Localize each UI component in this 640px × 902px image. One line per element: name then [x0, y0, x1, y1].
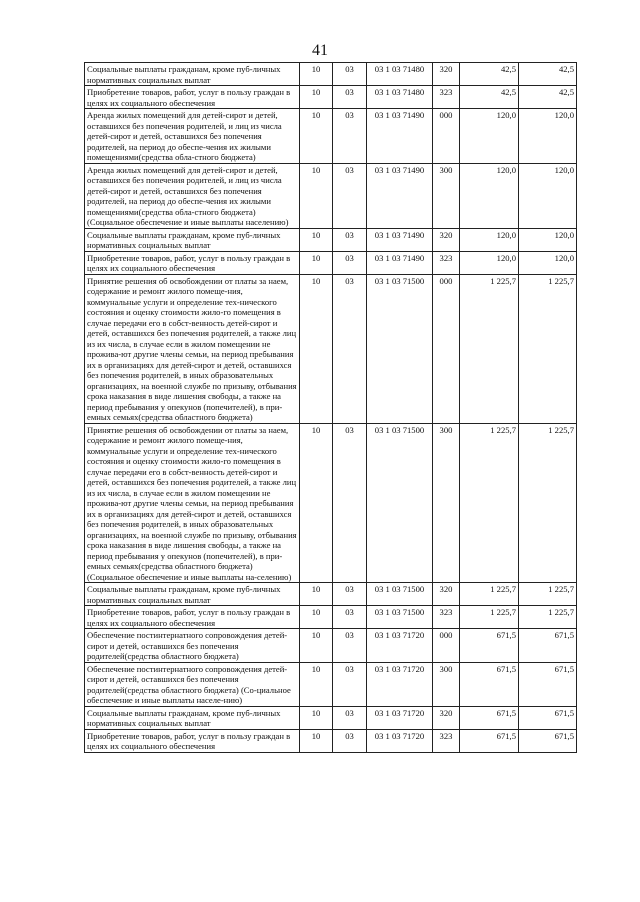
row-amount-2: 120,0 [519, 251, 577, 274]
row-amount-1: 671,5 [460, 729, 519, 752]
row-target-code: 03 1 03 71500 [367, 583, 433, 606]
table-row [85, 109, 577, 164]
row-subsection: 03 [333, 86, 367, 109]
budget-table-body [85, 63, 577, 753]
row-description: Социальные выплаты гражданам, кроме пуб-личных нормативных социальных выплат [85, 706, 300, 729]
row-section: 10 [300, 423, 333, 583]
row-expense-type: 323 [433, 251, 460, 274]
row-subsection: 03 [333, 583, 367, 606]
row-target-code: 03 1 03 71720 [367, 706, 433, 729]
row-section: 10 [300, 583, 333, 606]
row-subsection: 03 [333, 274, 367, 423]
row-amount-2: 671,5 [519, 629, 577, 663]
row-expense-type: 323 [433, 729, 460, 752]
row-subsection: 03 [333, 662, 367, 706]
row-amount-2: 42,5 [519, 86, 577, 109]
row-amount-2: 120,0 [519, 163, 577, 228]
table-row [85, 706, 577, 729]
row-description: Социальные выплаты гражданам, кроме пуб-личных нормативных социальных выплат [85, 63, 300, 86]
row-description: Социальные выплаты гражданам, кроме пуб-личных нормативных социальных выплат [85, 228, 300, 251]
row-amount-1: 671,5 [460, 629, 519, 663]
row-amount-2: 42,5 [519, 63, 577, 86]
row-amount-2: 1 225,7 [519, 423, 577, 583]
row-amount-1: 120,0 [460, 163, 519, 228]
row-target-code: 03 1 03 71720 [367, 662, 433, 706]
row-expense-type: 320 [433, 63, 460, 86]
row-description: Приобретение товаров, работ, услуг в пользу граждан в целях их социального обеспечения [85, 86, 300, 109]
row-amount-1: 120,0 [460, 109, 519, 164]
row-expense-type: 320 [433, 706, 460, 729]
row-section: 10 [300, 109, 333, 164]
row-description: Аренда жилых помещений для детей-сирот и детей, оставшихся без попечения родителей, и лиц из числа детей-сирот и детей, оставшихся без попечения родителей, на период до обеспе-чения их жилыми помещениями(средства обла-стного бюджета) (Социальное обеспечение и иные выплаты населению) [85, 163, 300, 228]
row-description: Приобретение товаров, работ, услуг в пользу граждан в целях их социального обеспечения [85, 606, 300, 629]
row-amount-1: 671,5 [460, 706, 519, 729]
row-amount-1: 42,5 [460, 86, 519, 109]
row-amount-1: 1 225,7 [460, 606, 519, 629]
row-expense-type: 000 [433, 274, 460, 423]
row-description: Аренда жилых помещений для детей-сирот и детей, оставшихся без попечения родителей, и лиц из числа детей-сирот и детей, оставшихся без попечения родителей, на период до обеспе-чения их жилыми помещениями(средства обла-стного бюджета) [85, 109, 300, 164]
table-row [85, 423, 577, 583]
row-amount-2: 1 225,7 [519, 606, 577, 629]
table-row [85, 251, 577, 274]
row-amount-2: 120,0 [519, 228, 577, 251]
row-expense-type: 323 [433, 606, 460, 629]
row-description: Принятие решения об освобождении от платы за наем, содержание и ремонт жилого помеще-ния, коммунальные услуги и определение тех-нического состояния и оценку стоимости жило-го помещения в случае передачи его в собст-венность детей-сирот и детей, оставшихся без попечения родителей, а также лиц из их числа, в случае если в жилом помещении не прожива-ют другие члены семьи, на период пребывания их в организациях для детей-сирот и детей, оставшихся без попечения родителей, в иных образовательных организациях, на военной службе по призыву, отбывания срока наказания в виде лишения свободы, а также на период пребывания у опекунов (попечителей), в при-емных семьях(средства областного бюджета) (Социальное обеспечение и иные выплаты на-селению) [85, 423, 300, 583]
row-description: Приобретение товаров, работ, услуг в пользу граждан в целях их социального обеспечения [85, 251, 300, 274]
row-amount-2: 671,5 [519, 706, 577, 729]
table-row [85, 86, 577, 109]
row-expense-type: 300 [433, 662, 460, 706]
row-target-code: 03 1 03 71490 [367, 163, 433, 228]
table-row [85, 228, 577, 251]
row-description: Обеспечение постинтернатного сопровождения детей-сирот и детей, оставшихся без попечения родителей(средства областного бюджета) [85, 629, 300, 663]
page-number: 41 [312, 42, 328, 59]
row-subsection: 03 [333, 163, 367, 228]
row-section: 10 [300, 706, 333, 729]
row-subsection: 03 [333, 606, 367, 629]
row-target-code: 03 1 03 71500 [367, 606, 433, 629]
table-row [85, 729, 577, 752]
row-subsection: 03 [333, 729, 367, 752]
row-target-code: 03 1 03 71490 [367, 109, 433, 164]
row-description: Принятие решения об освобождении от платы за наем, содержание и ремонт жилого помеще-ния, коммунальные услуги и определение тех-нического состояния и оценку стоимости жило-го помещения в случае передачи его в собст-венность детей-сирот и детей, оставшихся без попечения родителей, а также лиц из их числа, в случае если в жилом помещении не прожива-ют другие члены семьи, на период пребывания их в организациях для детей-сирот и детей, оставшихся без попечения родителей, в иных образовательных организациях, на военной службе по призыву, отбывания срока наказания в виде лишения свободы, а также на период пребывания у опекунов (попечителей), в при-емных семьях(средства областного бюджета) [85, 274, 300, 423]
row-amount-2: 1 225,7 [519, 583, 577, 606]
row-amount-1: 120,0 [460, 251, 519, 274]
row-target-code: 03 1 03 71480 [367, 86, 433, 109]
row-section: 10 [300, 729, 333, 752]
row-section: 10 [300, 606, 333, 629]
table-row [85, 63, 577, 86]
row-section: 10 [300, 662, 333, 706]
table-row [85, 606, 577, 629]
table-row [85, 163, 577, 228]
row-target-code: 03 1 03 71500 [367, 423, 433, 583]
row-amount-2: 1 225,7 [519, 274, 577, 423]
row-description: Приобретение товаров, работ, услуг в пользу граждан в целях их социального обеспечения [85, 729, 300, 752]
row-expense-type: 320 [433, 583, 460, 606]
row-target-code: 03 1 03 71490 [367, 251, 433, 274]
table-row [85, 629, 577, 663]
row-target-code: 03 1 03 71480 [367, 63, 433, 86]
row-target-code: 03 1 03 71490 [367, 228, 433, 251]
row-expense-type: 300 [433, 163, 460, 228]
row-section: 10 [300, 86, 333, 109]
table-row [85, 274, 577, 423]
row-section: 10 [300, 251, 333, 274]
row-amount-2: 671,5 [519, 662, 577, 706]
row-expense-type: 300 [433, 423, 460, 583]
row-target-code: 03 1 03 71500 [367, 274, 433, 423]
row-subsection: 03 [333, 706, 367, 729]
budget-table [84, 62, 577, 753]
row-amount-2: 671,5 [519, 729, 577, 752]
row-amount-1: 120,0 [460, 228, 519, 251]
row-amount-1: 42,5 [460, 63, 519, 86]
row-subsection: 03 [333, 228, 367, 251]
row-amount-1: 671,5 [460, 662, 519, 706]
row-expense-type: 320 [433, 228, 460, 251]
table-row [85, 662, 577, 706]
row-subsection: 03 [333, 109, 367, 164]
row-subsection: 03 [333, 251, 367, 274]
row-section: 10 [300, 63, 333, 86]
row-amount-1: 1 225,7 [460, 423, 519, 583]
row-section: 10 [300, 629, 333, 663]
table-row [85, 583, 577, 606]
row-section: 10 [300, 228, 333, 251]
row-description: Обеспечение постинтернатного сопровождения детей-сирот и детей, оставшихся без попечения родителей(средства областного бюджета) (Со-циальное обеспечение и иные выплаты населе-нию) [85, 662, 300, 706]
row-section: 10 [300, 163, 333, 228]
row-amount-1: 1 225,7 [460, 583, 519, 606]
row-section: 10 [300, 274, 333, 423]
row-target-code: 03 1 03 71720 [367, 629, 433, 663]
row-amount-1: 1 225,7 [460, 274, 519, 423]
row-expense-type: 323 [433, 86, 460, 109]
row-subsection: 03 [333, 63, 367, 86]
row-expense-type: 000 [433, 109, 460, 164]
row-amount-2: 120,0 [519, 109, 577, 164]
row-target-code: 03 1 03 71720 [367, 729, 433, 752]
row-expense-type: 000 [433, 629, 460, 663]
row-subsection: 03 [333, 423, 367, 583]
row-description: Социальные выплаты гражданам, кроме пуб-личных нормативных социальных выплат [85, 583, 300, 606]
row-subsection: 03 [333, 629, 367, 663]
